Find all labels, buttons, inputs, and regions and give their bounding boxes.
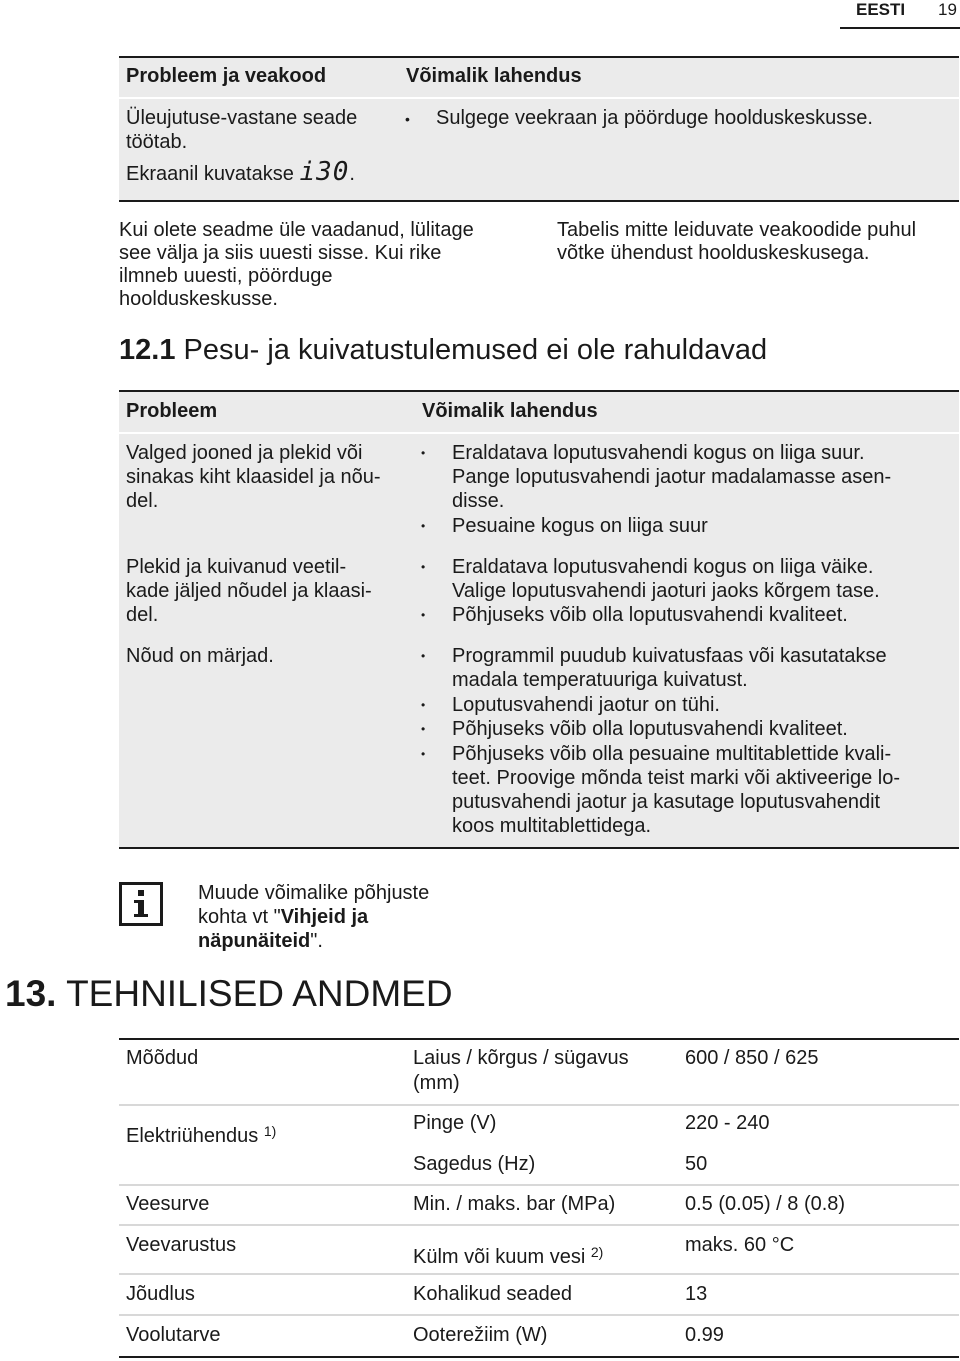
info-note: Muude võimalike põhjuste kohta vt "Vihjeid ja näpunäiteid". <box>198 882 430 952</box>
spec-parameter: Kohalikud seaded <box>413 1283 573 1305</box>
spec-parameter: Ooterežiim (W) <box>413 1324 548 1346</box>
note-left: Kui olete seadme üle vaadanud, lülitage see välja ja siis uuesti sisse. Kui rike ilmneb uuesti, pöörduge hoolduskeskusse. <box>119 219 474 310</box>
spec-parameter: Külm või kuum vesi $^{2)}$ <box>413 1244 604 1268</box>
spec-label: Veevarustus <box>126 1234 237 1256</box>
table-row-solution: • Sulgege veekraan ja pöörduge hoolduskeskusse. <box>405 107 873 129</box>
spec-value: 220 - 240 <box>685 1112 770 1134</box>
bullet-icon: • <box>421 519 426 533</box>
table-row-problem: Valged jooned ja plekid või sinakas kiht klaasidel ja nõu- del. <box>126 442 381 512</box>
column-header-solution: Võimalik lahendus <box>406 65 582 87</box>
list-item: • Põhjuseks võib olla pesuaine multitablettide kvali- teet. Proovige mõnda teist marki või aktiveerige lo- putusvahendi jaotur ja kasutage loputusvahendit koos multitablettidega. <box>421 743 900 837</box>
column-header-solution: Võimalik lahendus <box>422 400 598 422</box>
note-right: Tabelis mitte leiduvate veakoodide puhul võtke ühendust hoolduskeskusega. <box>557 219 917 264</box>
list-item: • Põhjuseks võib olla loputusvahendi kvaliteet. <box>421 604 848 626</box>
bullet-icon: • <box>421 722 426 736</box>
table-divider <box>119 97 959 99</box>
table-rule <box>119 1224 959 1226</box>
bullet-icon: • <box>421 698 426 712</box>
table-row-problem: Plekid ja kuivanud veetil- kade jäljed nõudel ja klaasi- del. <box>126 556 372 626</box>
page-number: 19 <box>938 0 957 19</box>
table-rule <box>119 1184 959 1186</box>
table-rule <box>119 1104 959 1106</box>
spec-label: Elektriühendus $^{1)}$ <box>126 1123 277 1147</box>
info-icon <box>119 882 163 926</box>
spec-label: Veesurve <box>126 1193 210 1215</box>
error-code-display: i30 <box>299 157 350 187</box>
spec-label: Mõõdud <box>126 1047 199 1069</box>
spec-parameter: Min. / maks. bar (MPa) <box>413 1193 616 1215</box>
table-rule <box>119 1273 959 1275</box>
bullet-icon: • <box>421 560 426 574</box>
table-rule-bottom <box>119 1356 959 1358</box>
spec-label: Voolutarve <box>126 1324 221 1346</box>
spec-value: 0.99 <box>685 1324 724 1346</box>
table-divider <box>119 432 959 434</box>
bullet-icon: • <box>421 446 426 460</box>
spec-parameter: Laius / kõrgus / sügavus (mm) <box>413 1047 629 1094</box>
bullet-icon: • <box>421 747 426 761</box>
spec-parameter: Pinge (V) <box>413 1112 497 1134</box>
spec-value: 13 <box>685 1283 708 1305</box>
section-heading-12-1: 12.1 Pesu- ja kuivatustulemused ei ole rahuldavad <box>119 334 768 366</box>
spec-parameter: Sagedus (Hz) <box>413 1153 536 1175</box>
list-item: • Programmil puudub kuivatusfaas või kasutatakse madala temperatuuriga kuivatust. <box>421 645 887 691</box>
column-header-problem: Probleem <box>126 400 218 422</box>
list-item: • Pesuaine kogus on liiga suur <box>421 515 708 537</box>
section-heading-13: 13. TEHNILISED ANDMED <box>5 973 453 1014</box>
spec-label: Jõudlus <box>126 1283 195 1305</box>
spec-value: 600 / 850 / 625 <box>685 1047 819 1069</box>
table-row-problem: Üleujutuse-vastane seade töötab. Ekraanil kuvatakse i30. <box>126 107 358 187</box>
page-language: EESTI <box>856 0 906 19</box>
spec-value: 50 <box>685 1153 708 1175</box>
spec-value: 0.5 (0.05) / 8 (0.8) <box>685 1193 846 1215</box>
bullet-icon: • <box>421 608 426 622</box>
bullet-icon: • <box>421 649 426 663</box>
list-item: • Eraldatava loputusvahendi kogus on liiga suur. Pange loputusvahendi jaotur madalamasse asen- disse. <box>421 442 892 512</box>
spec-value: maks. 60 °C <box>685 1234 795 1256</box>
bullet-icon: • <box>405 111 410 127</box>
list-item: • Eraldatava loputusvahendi kogus on liiga väike. Valige loputusvahendi jaoturi jaoks kõrgem tase. <box>421 556 880 602</box>
list-item: • Loputusvahendi jaotur on tühi. <box>421 694 720 716</box>
table-rule-top <box>119 1038 959 1040</box>
header-rule <box>840 27 960 29</box>
table-row-problem: Nõud on märjad. <box>126 645 274 667</box>
list-item: • Põhjuseks võib olla loputusvahendi kvaliteet. <box>421 718 848 740</box>
table-rule <box>119 1314 959 1316</box>
column-header-problem: Probleem ja veakood <box>126 65 327 87</box>
